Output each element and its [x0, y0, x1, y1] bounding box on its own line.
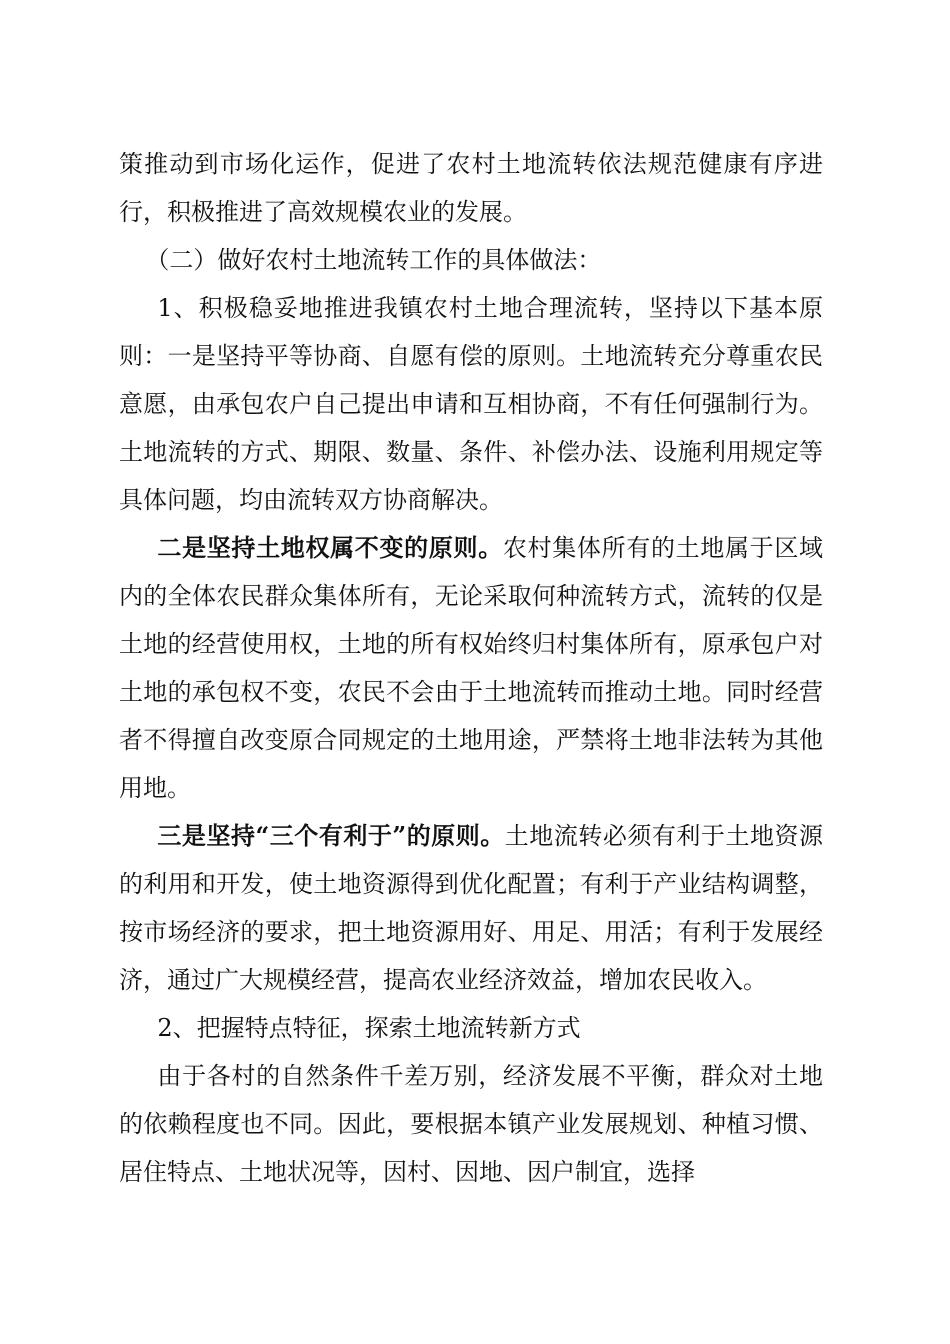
document-body: [119, 140, 823, 1196]
subheading-new-methods: 2、把握特点特征，探索土地流转新方式: [157, 1014, 581, 1042]
paragraph-principles: 1、积极稳妥地推进我镇农村土地合理流转，坚持以下基本原则：一是坚持平等协商、自愿有偿的原则。土地流转充分尊重农民意愿，由承包农户自己提出申请和互相协商，不有任何强制行为。土地流转的方式、期限、数量、条件、补偿办法、设施利用规定等具体问题，均由流转双方协商解决。: [119, 294, 823, 514]
paragraph-three-benefits: [119, 812, 823, 1004]
paragraph-conditions: 由于各村的自然条件千差万别，经济发展不平衡，群众对土地的依赖程度也不同。因此，要根据本镇产业发展规划、种植习惯、居住特点、土地状况等，因村、因地、因户制宜，选择: [119, 1062, 823, 1186]
paragraph-text: 土地流转必须有利于土地资源的利用和开发，使土地资源得到优化配置；有利于产业结构调整，按市场经济的要求，把土地资源用好、用足、用活；有利于发展经济，通过广大规模经营，提高农业经济效益，增加农民收入。: [119, 822, 824, 994]
paragraph-ownership: [119, 524, 823, 812]
paragraph-continuation: 策推动到市场化运作，促进了农村土地流转依法规范健康有序进行，积极推进了高效规模农业的发展。: [119, 150, 823, 226]
section-heading: （二）做好农村土地流转工作的具体做法：: [145, 246, 602, 274]
paragraph-lead: 二是坚持土地权属不变的原则。: [157, 533, 503, 562]
paragraph-lead: 三是坚持“三个有利于”的原则。: [157, 821, 505, 850]
paragraph-text: 农村集体所有的土地属于区域内的全体农民群众集体所有，无论采取何种流转方式，流转的仅是土地的经营使用权，土地的所有权始终归村集体所有，原承包户对土地的承包权不变，农民不会由于土地流转而推动土地。同时经营者不得擅自改变原合同规定的土地用途，严禁将土地非法转为其他用地。: [119, 534, 824, 802]
